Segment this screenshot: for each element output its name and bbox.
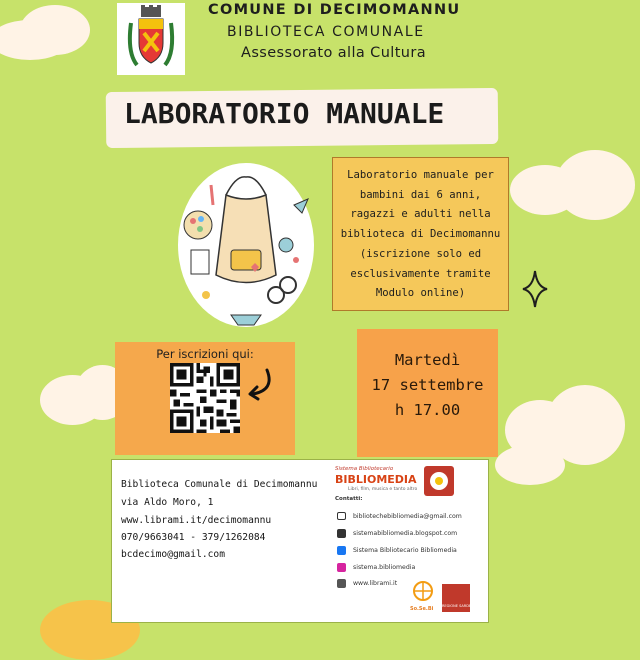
contacts-label: Contatti: <box>335 496 363 502</box>
library-website-link[interactable]: www.librami.it/decimomannu <box>121 515 272 526</box>
facebook-icon <box>337 546 346 555</box>
arrow-icon <box>245 368 277 402</box>
date-date: 17 settembre <box>371 376 484 394</box>
library-phone: 070/9663041 - 379/1262084 <box>121 532 266 543</box>
registration-label: Per iscrizioni qui: <box>156 347 254 361</box>
contact-email[interactable]: bibliotechebibliomedia@gmail.com <box>353 513 462 520</box>
page-title: LABORATORIO MANUALE <box>124 97 445 130</box>
date-time: h 17.00 <box>394 401 461 419</box>
bibliomedia-tagline: Sistema Bibliotecario <box>335 466 394 472</box>
municipal-crest-logo <box>117 3 185 75</box>
sosebi-logo <box>410 580 436 610</box>
cloud-decoration <box>555 150 635 220</box>
description-text <box>337 166 504 304</box>
contact-facebook[interactable]: Sistema Bibliotecario Bibliomedia <box>353 547 457 554</box>
description-line: Modulo online) <box>375 287 466 300</box>
library-name: Biblioteca Comunale di Decimomannu <box>121 479 318 490</box>
regione-text: REGIONE SARDEGNA <box>442 604 479 608</box>
contact-blog[interactable]: sistemabibliomedia.blogspot.com <box>353 530 458 537</box>
contact-instagram[interactable]: sistema.bibliomedia <box>353 564 416 571</box>
blog-icon <box>337 529 346 538</box>
cloud-decoration <box>495 445 565 485</box>
bibliomedia-logo <box>424 466 454 496</box>
instagram-icon <box>337 563 346 572</box>
description-line: bambini dai 6 anni, <box>359 188 482 201</box>
cloud-decoration <box>20 5 90 55</box>
description-line: biblioteca di Decimomannu <box>340 228 501 241</box>
registration-qr-code[interactable] <box>170 363 240 433</box>
header-biblioteca: BIBLIOTECA COMUNALE <box>227 24 425 40</box>
sparkle-icon <box>522 270 548 308</box>
description-line: Laboratorio manuale per <box>347 169 494 181</box>
description-line: (iscrizione solo ed <box>359 247 482 260</box>
description-box <box>332 157 509 311</box>
mail-icon <box>337 512 346 520</box>
regione-logo <box>442 584 479 612</box>
description-line: esclusivamente tramite <box>350 267 491 280</box>
header-assessorato: Assessorato alla Cultura <box>241 45 427 61</box>
description-line: ragazzi e adulti nella <box>350 208 491 221</box>
date-box <box>357 329 498 457</box>
sosebi-text: So.Se.Bi <box>410 606 434 612</box>
crafts-illustration <box>176 155 316 340</box>
header-comune: COMUNE DI DECIMOMANNU <box>208 2 461 18</box>
contact-card <box>111 459 489 623</box>
library-email-link[interactable]: bcdecimo@gmail.com <box>121 549 225 560</box>
date-day: Martedì <box>394 351 461 369</box>
bibliomedia-name: BIBLIOMEDIA <box>335 473 417 486</box>
bibliomedia-sub: Libri, film, musica e tanto altro <box>348 487 418 492</box>
web-icon <box>337 579 346 588</box>
contact-website[interactable]: www.librami.it <box>353 580 398 587</box>
library-address: via Aldo Moro, 1 <box>121 497 214 508</box>
